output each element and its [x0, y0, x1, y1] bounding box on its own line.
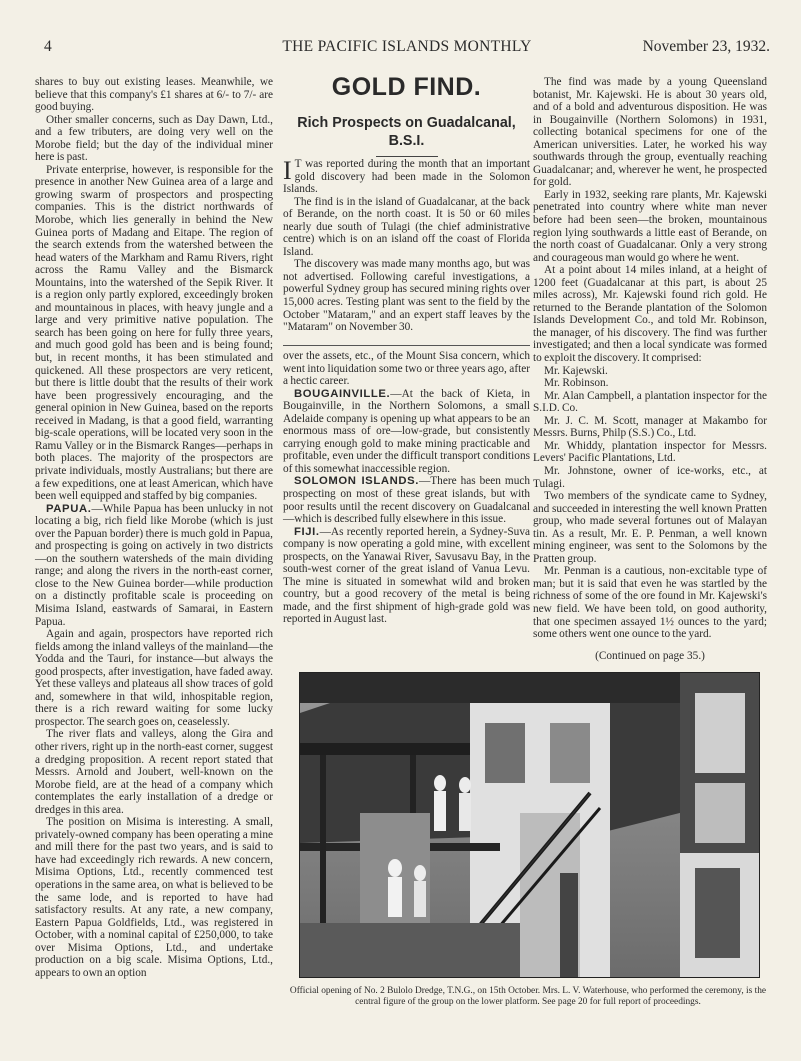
column-left — [35, 76, 273, 979]
paragraph — [283, 350, 530, 388]
paragraph-text: —At the back of Kieta, in Bougainville, in the Northern Solomons, a small Adelaide company is opening up what appears to be an enormous mass of ore—low-grade, but consistently carrying enough gold to make mining practicable and profitable, even under the difficult transport conditions of this somewhat inaccessible region. — [283, 387, 530, 475]
paragraph-text: over the assets, etc., of the Mount Sisa concern, which went into liquidation some two or three years ago, after a hectic career. — [283, 350, 530, 388]
dredge-photo-illustration — [300, 673, 759, 977]
paragraph-text: Mr. Alan Campbell, a plantation inspector for the S.I.D. Co. — [533, 389, 767, 415]
paragraph-text: Mr. Whiddy, plantation inspector for Messrs. Levers' Pacific Plantations, Ltd. — [533, 439, 767, 465]
section-kicker: BOUGAINVILLE. — [294, 387, 391, 400]
paragraph-text: Early in 1932, seeking rare plants, Mr. Kajewski penetrated into country where white man never before had been seen—the broken, mountainous region lying southwards a little east of Berande, on the north coast of Guadalcanar. Only a very strong and courageous man would go where he went. — [533, 188, 767, 264]
article-title: GOLD FIND. — [331, 73, 482, 101]
photo-caption: Official opening of No. 2 Bulolo Dredge, T.N.G., on 15th October. Mrs. L. V. Waterhouse, who performed the ceremony, is the central figure of the group on the lower platform. See page 20 for full report of proceedings. — [289, 986, 767, 1007]
section-kicker: SOLOMON ISLANDS. — [294, 475, 419, 488]
intro-paragraph: The discovery was made many months ago, but was not advertised. Following careful investigations, a powerful Sydney group has secured mining rights over 15,000 acres. Testing plant was sent to the field by the October "Mataram," and an expert staff leaves by the "Mataram" on November 30. — [283, 258, 530, 334]
drop-cap: I — [283, 156, 292, 185]
paragraph — [35, 728, 273, 816]
article-subtitle: Rich Prospects on Guadalcanal, B.S.I. — [297, 115, 516, 149]
paragraph-text: Mr. Penman is a cautious, non-excitable type of man; but it is said that even he was startled by the richness of some of the ore found in Mr. Kajewski's new field. We have been told, on good authority, that one specimen assayed 1½ ounces to the yard; some others went one ounce to the yard. — [533, 565, 767, 641]
paragraph-text: —While Papua has been unlucky in not locating a big, rich field like Morobe (which is just over the Papuan border) there is much gold in Papua, and prospecting is going on actively in two districts—on the southern watersheds of the main dividing range; and along the rivers in the north-east corner, close to the New Guinea border—while production on a distinctly profitable scale is proceeding on Misima Island, eastwards of Samarai, in Eastern Papua. — [35, 502, 273, 628]
paragraph — [533, 377, 767, 390]
paragraph — [35, 164, 273, 503]
paragraph-text: Again and again, prospectors have reported rich fields among the inland valleys of the mainland—the Yodda and the Tauri, for instance—but always the good prospects, after investigation, have faded away. Yet these valleys and plateaus all show traces of gold and, somewhere in that wild, inhospitable region, there is a rich reward waiting for some lucky prospector. The search goes on, ceaselessly. — [35, 628, 273, 728]
paragraph — [35, 114, 273, 164]
paragraph — [533, 565, 767, 640]
headline-rule — [376, 156, 438, 157]
paragraph — [533, 189, 767, 264]
continued-note: (Continued on page 35.) — [595, 650, 705, 662]
paragraph — [533, 465, 767, 490]
dredge-photo — [299, 672, 760, 978]
page-number: 4 — [44, 38, 52, 55]
article-headline — [283, 72, 530, 157]
intro-paragraph: The find is in the island of Guadalcanar, at the back of Berande, on the north coast. It is 50 or 60 miles nearly due south of Tulagi (the chief administrative centre) which is on an island off the coast of Florida Island. — [283, 195, 530, 258]
paragraph-text: Mr. Johnstone, owner of ice-works, etc., at Tulagi. — [533, 464, 767, 490]
column-right — [533, 76, 767, 641]
intro-first-text: T was reported during the month that an important gold discovery had been made in the Solomon Islands. — [283, 158, 530, 196]
paragraph — [533, 490, 767, 565]
paragraph — [533, 440, 767, 465]
paragraph-text: Mr. Kajewski. — [544, 364, 608, 377]
section-kicker: PAPUA. — [46, 502, 92, 515]
paragraph — [35, 628, 273, 728]
paragraph — [283, 475, 530, 525]
paragraph-text: Other smaller concerns, such as Day Dawn, Ltd., and a few tributers, are doing very well on the Morobe field; but the day of the individual miner here is past. — [35, 113, 273, 164]
paragraph — [533, 76, 767, 189]
paragraph — [533, 264, 767, 364]
section-kicker: FIJI. — [294, 525, 320, 538]
paragraph — [533, 415, 767, 440]
paragraph-text: —As recently reported herein, a Sydney-Suva company is now operating a gold mine, with excellent prospects, on the Yanawai River, Savusavu Bay, in the south-west corner of the great island of Vanua Levu. The mine is situated in somewhat wild and broken country, but a good recovery of the metal is being made, and the first shipment of high-grade gold was reported in August last. — [283, 525, 530, 626]
paragraph — [533, 365, 767, 378]
paragraph-text: The find was made by a young Queensland botanist, Mr. Kajewski. He is about 30 years old, and of a bold and adventurous disposition. He was in Bougainville (Northern Solomons) in 1931, collecting botanical specimens for one of the American universities. Later, he worked his way southwards through the group, eventually reaching Guadalcanar; and, wherever he went, he prospected for gold. — [533, 76, 767, 189]
paragraph-text: —There has been much prospecting on most of these great islands, but with poor results until the recent discovery on Guadalcanal—which is described fully elsewhere in this issue. — [283, 475, 531, 526]
paragraph — [35, 503, 273, 628]
paragraph — [283, 388, 530, 476]
paragraph — [35, 76, 273, 114]
publication-title: THE PACIFIC ISLANDS MONTHLY — [282, 38, 532, 55]
article-intro — [283, 158, 530, 334]
paragraph-text: Two members of the syndicate came to Sydney, and succeeded in interesting the well known Pratten group, who made several fortunes out of Malayan tin. As a result, Mr. E. P. Penman, a well known mining engineer, was sent to the Solomons by the Pratten group. — [533, 490, 767, 565]
column-middle — [283, 350, 530, 626]
paragraph-text: The river flats and valleys, along the Gira and other rivers, right up in the north-east corner, suggest a dredging proposition. A recent report stated that Messrs. Arnold and Joubert, well-known on the Morobe field, are at the head of a company which contemplates the early installation of a dredge or dredges in this area. — [35, 728, 273, 816]
paragraph-text: The position on Misima is interesting. A small, privately-owned company has been operating a mine and mill there for the past two years, and is said to have had exceedingly rich rewards. A new concern, Misima Options, Ltd., recently commenced test operations in the same area, on what is believed to be the same lode, and is reported to have had satisfactory results. At any rate, a new company, Eastern Papua Goldfields, Ltd., was registered in October, with a nominal capital of £250,000, to take over Misima Options, Ltd., and undertake production on a big scale. Misima Options, Ltd., appears to own an option — [35, 816, 273, 979]
paragraph — [35, 816, 273, 979]
intro-paragraph — [283, 158, 530, 196]
paragraph-text: At a point about 14 miles inland, at a height of 1200 feet (Guadalcanar at this part, is about 25 miles across), Mr. Kajewski found rich gold. He returned to the Berande plantation of the Solomon Islands Development Co., and told Mr. Robinson, the manager, of his discovery. The find was further investigated; and then a local syndicate was formed to exploit the discovery. It comprised: — [533, 264, 767, 365]
column-divider — [283, 345, 530, 346]
paragraph-text: Private enterprise, however, is responsible for the presence in another New Guinea area of a large and growing swarm of prospectors and prospecting companies. This is the district northwards of Morobe, which lies generally in behind the New Guinea ports of Madang and Eitape. The region of the search extends from the watershed between the head waters of the Markham and Ramu Rivers, right across the Ramu Valley and the Bismarck Mountains, into the watershed of the Sepik River. It is a region only partly explored, exceedingly broken and mountainous in places, with heavy jungle and a large and very primitive native population. The search has been going on here for fully three years, and much good gold has been and is being found; but, in recent months, it has been stimulated and quickened. All these prospectors are very reticent, but there is little doubt that the results of their work have been progressively encouraging, and the general opinion in New Guinea, based on the reports received in Madang, is that a good field, warranting big-scale operations, will be located very soon in the Ramu Valley or in the Bismarck Ranges—perhaps in both places. The majority of the prospectors are private individuals, mostly Australians; but there are a few expeditions, one at least American, which have been well equipped and staffed by big companies. — [35, 163, 273, 503]
paragraph — [533, 390, 767, 415]
issue-date: November 23, 1932. — [642, 38, 770, 55]
paragraph — [283, 526, 530, 626]
paragraph-text: shares to buy out existing leases. Meanwhile, we believe that this company's £1 shares at 6/- to 7/- are good buying. — [35, 76, 273, 114]
paragraph-text: Mr. J. C. M. Scott, manager at Makambo for Messrs. Burns, Philp (S.S.) Co., Ltd. — [533, 414, 767, 440]
page-header — [44, 38, 770, 58]
paragraph-text: Mr. Robinson. — [544, 377, 609, 390]
